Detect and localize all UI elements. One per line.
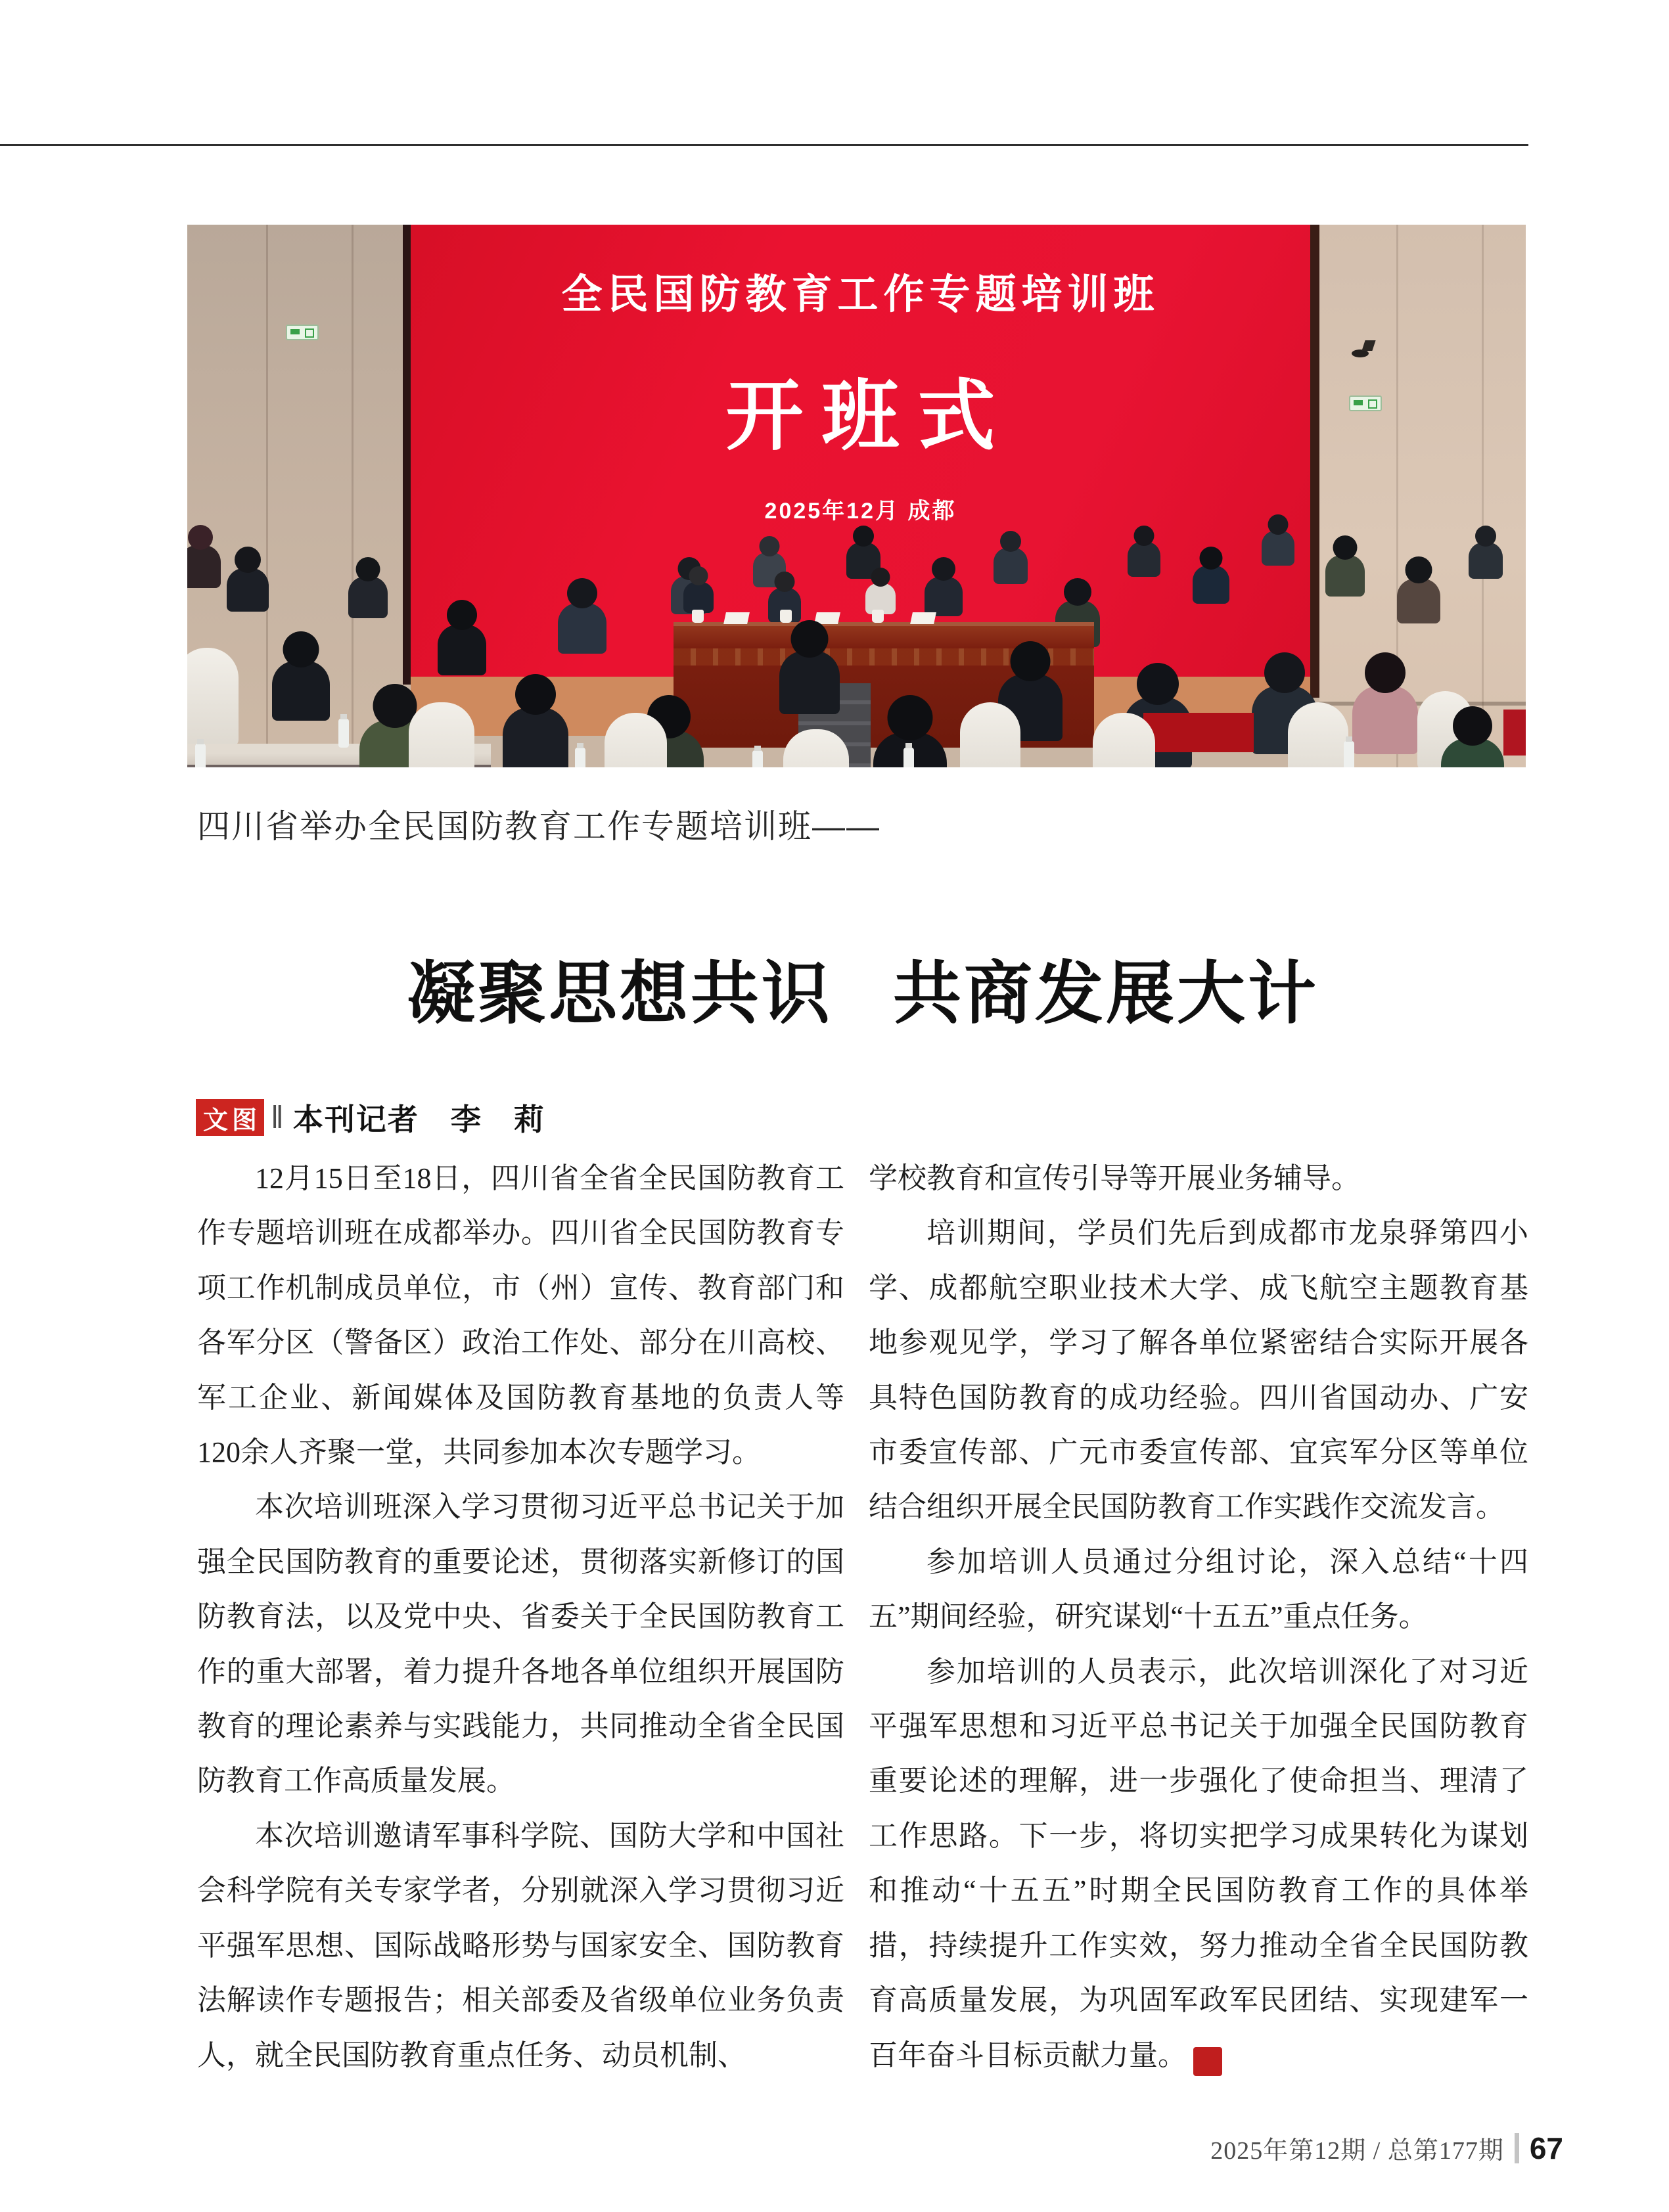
headline-part1: 凝聚思想共识 [406, 956, 833, 1032]
speaker [865, 568, 896, 614]
article-column-left [197, 1151, 844, 2083]
byline-author: 本刊记者 李 莉 [292, 1102, 545, 1137]
exit-sign-icon [286, 325, 319, 340]
body-paragraph: 参加培训人员通过分组讨论，深入总结“十四五”期间经验，研究谋划“十五五”重点任务。 [869, 1545, 1528, 1633]
end-mark: G [1193, 2047, 1222, 2076]
red-table [1143, 713, 1254, 752]
page-footer [1210, 2130, 1563, 2166]
audience-member [1193, 547, 1229, 604]
footer-page-number: 67 [1529, 2131, 1563, 2165]
audience-member [1469, 526, 1503, 579]
body-paragraph: 本次培训邀请军事科学院、国防大学和中国社会科学院有关专家学者，分别就深入学习贯彻习近平强军思想、国际战略形势与国家安全、国防教育法解读作专题报告；相关部委及省级单位业务负责人，就全民国防教育重点任务、动员机制、 [197, 1819, 844, 2071]
audience-member [1128, 526, 1160, 577]
red-table [1503, 710, 1526, 756]
body-paragraph: 培训期间，学员们先后到成都市龙泉驿第四小学、成都航空职业技术大学、成飞航空主题教育基地参观见学，学习了解各单位紧密结合实际开展各具特色国防教育的成功经验。四川省国动办、广安市委宣传部、广元市委宣传部、宜宾军分区等单位结合组织开展全民国防教育工作实践作交流发言。 [869, 1217, 1528, 1524]
photo-caption: 四川省举办全民国防教育工作专题培训班—— [197, 808, 880, 845]
audience-member [187, 525, 221, 588]
audience-member [227, 547, 269, 612]
audience-member [558, 578, 606, 654]
screen-text [411, 225, 1310, 678]
chair-cover [1288, 702, 1348, 767]
screen-subtitle: 开班式 [725, 373, 1014, 460]
audience-member [1325, 535, 1365, 597]
byline [196, 1096, 545, 1139]
byline-separator: ‖ [271, 1100, 284, 1135]
teacup [872, 610, 884, 623]
body-paragraph: 12月15日至18日，四川省全省全民国防教育工作专题培训班在成都举办。四川省全民国防教育专项工作机制成员单位，市（州）宣传、教育部门和各军分区（警备区）政治工作处、部分在川高校、军工企业、新闻媒体及国防教育基地的负责人等120余人齐聚一堂，共同参加本次专题学习。 [197, 1162, 844, 1469]
right-wall [1319, 225, 1526, 767]
audience-member [925, 557, 963, 616]
footer-divider [1515, 2133, 1519, 2163]
screen-edge [1310, 225, 1319, 698]
water-bottle [575, 748, 585, 767]
teacup [692, 610, 704, 623]
audience-member [272, 631, 330, 721]
water-bottle [195, 744, 206, 767]
top-rule [0, 144, 1528, 146]
footer-issue: 2025年第12期 / 总第177期 [1210, 2137, 1504, 2165]
speaker [683, 566, 714, 613]
audience-member [994, 531, 1028, 584]
name-card [910, 612, 936, 624]
article-headline [197, 938, 1528, 1037]
conference-photo [187, 225, 1526, 767]
water-bottle [338, 719, 349, 748]
article-column-right [869, 1151, 1528, 2083]
audience-member [503, 674, 568, 767]
chair-cover [409, 702, 474, 767]
screen-date: 2025年12月 成都 [764, 499, 957, 524]
screen-title: 全民国防教育工作专题培训班 [561, 272, 1160, 317]
audience-member [348, 557, 388, 618]
chair-cover [960, 702, 1020, 767]
name-card [723, 612, 750, 624]
water-bottle [903, 748, 914, 767]
security-camera-icon [1352, 340, 1378, 357]
audience-member [1441, 706, 1504, 767]
body-paragraph: 参加培训的人员表示，此次培训深化了对习近平强军思想和习近平总书记关于加强全民国防教育重要论述的理解，进一步强化了使命担当、理清了工作思路。下一步，将切实把学习成果转化为谋划和推动“十五五”时期全民国防教育工作的具体举措，持续提升工作实效，努力推动全省全民国防教育高质量发展，为巩固军政军民团结、实现建军一百年奋斗目标贡献力量。 G [869, 1644, 1528, 2083]
audience-member [438, 600, 486, 675]
chair-cover [187, 648, 239, 746]
audience-member [1262, 514, 1294, 566]
headline-part2: 共商发展大计 [893, 956, 1319, 1032]
water-bottle [752, 750, 763, 767]
byline-badge: 文图 [196, 1099, 264, 1136]
audience-member [779, 620, 840, 714]
chair-cover [605, 713, 667, 767]
body-paragraph: 本次培训班深入学习贯彻习近平总书记关于加强全民国防教育的重要论述，贯彻落实新修订的国防教育法，以及党中央、省委关于全民国防教育工作的重大部署，着力提升各地各单位组织开展国防教育的理论素养与实践能力，共同推动全省全民国防教育工作高质量发展。 [197, 1491, 844, 1797]
audience-member [1352, 652, 1418, 754]
body-paragraph: 学校教育和宣传引导等开展业务辅导。 [869, 1162, 1360, 1194]
audience-member [1397, 556, 1440, 623]
chair-cover [1093, 713, 1155, 767]
exit-sign-icon [1349, 395, 1382, 411]
water-bottle [1344, 741, 1354, 767]
